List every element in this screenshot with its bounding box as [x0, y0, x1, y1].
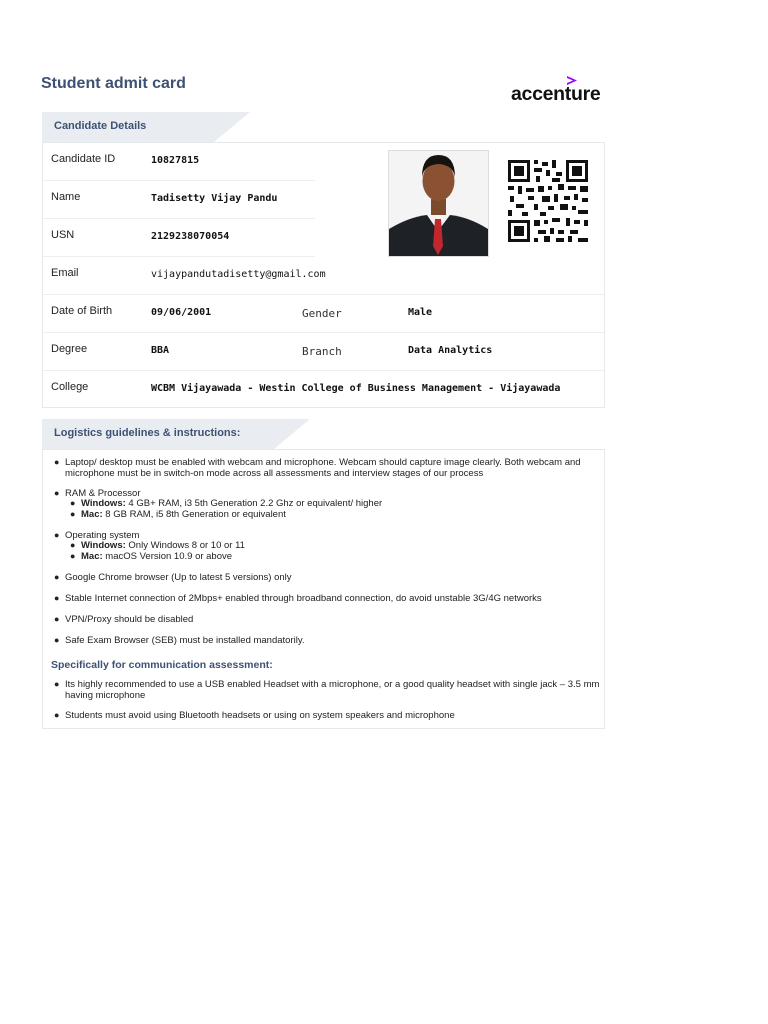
gender-value: Male [408, 307, 433, 318]
candidate-photo [388, 150, 489, 257]
logo-text: accenture [511, 83, 601, 105]
candidate-id-label: Candidate ID [51, 153, 116, 165]
college-label: College [51, 381, 89, 393]
candidate-details-title: Candidate Details [54, 120, 147, 132]
sub-item-text: Only Windows 8 or 10 or 11 [125, 540, 245, 551]
branch-value: Data Analytics [408, 345, 493, 356]
qr-code-icon [508, 160, 588, 242]
candidate-id-row [43, 143, 315, 181]
sub-item-text: macOS Version 10.9 or above [102, 551, 233, 562]
list-item-text: Its highly recommended to use a USB enabled Headset with a microphone, or a good quality headset with single jack – 3.5 mm having microphone [65, 679, 600, 701]
sub-item-key: Mac: [81, 551, 103, 562]
branch-label: Branch [302, 345, 342, 358]
sub-item-key: Mac: [81, 509, 103, 520]
college-value: WCBM Vijayawada - Westin College of Business Management - Vijayawada [151, 383, 561, 394]
candidate-details-tab [42, 112, 214, 142]
list-item-text: Students must avoid using Bluetooth headsets or using on system speakers and microphone [65, 710, 455, 721]
list-item-text: Laptop/ desktop must be enabled with webcam and microphone. Webcam should capture image clearly. Both webcam and microphone must be in switch-on mode across all assessments and interview stages of our process [65, 457, 581, 479]
logistics-tab [42, 419, 274, 449]
email-value: vijaypandutadisetty@gmail.com [151, 269, 326, 280]
list-item-text: Safe Exam Browser (SEB) must be installed mandatorily. [65, 635, 305, 646]
list-item-text: VPN/Proxy should be disabled [65, 614, 194, 625]
degree-value: BBA [151, 345, 170, 356]
dob-value: 09/06/2001 [151, 307, 212, 318]
gender-label: Gender [302, 307, 342, 320]
accenture-logo [511, 76, 611, 106]
degree-label: Degree [51, 343, 88, 355]
logistics-title: Logistics guidelines & instructions: [54, 427, 241, 439]
email-row [43, 257, 604, 295]
name-row [43, 181, 315, 219]
logistics-card: ● Laptop/ desktop must be enabled with webcam and microphone. Webcam should capture image clearly. Both webcam and microphone must be in switch-on mode across all assessments and interview stages of our process ● RAM & Processor ● Windows: 4 GB+ RAM, i3 5th Generation 2.2 Ghz or equivalent/ higher ● Mac: 8 GB RAM, i5 8th Generation or equivalent ● Operating system ● Windows: Only Windows 8 or 10 or 11 ● Mac: macOS Version 10.9 or above ● Google Chrome browser (Up to latest 5 versions) only ● Stable Internet connection of 2Mbps+ enabled through broadband connection, do avoid unstable 3G/4G networks ● VPN/Proxy should be disabled ● Safe Exam Browser (SEB) must be installed mandatorily. Specifically for communication assessment: ● Its highly recommended to use a USB enabled Headset with a microphone, or a good quality headset with single jack – 3.5 mm having microphone ● Students must avoid using Bluetooth headsets or using on system speakers and microphone [42, 449, 605, 729]
sub-item-text: 4 GB+ RAM, i3 5th Generation 2.2 Ghz or equivalent/ higher [125, 498, 383, 509]
sub-item-key: Windows: [81, 498, 126, 509]
page-title: Student admit card [41, 75, 186, 92]
dob-row [43, 295, 604, 333]
usn-value: 2129238070054 [151, 231, 230, 242]
name-label: Name [51, 191, 81, 203]
sub-item-text: 8 GB RAM, i5 8th Generation or equivalent [102, 509, 286, 520]
college-row [43, 371, 604, 409]
list-item-text: RAM & Processor [65, 488, 141, 499]
candidate-id-value: 10827815 [151, 155, 200, 166]
list-item-text: Operating system [65, 530, 140, 541]
list-item-text: Stable Internet connection of 2Mbps+ enabled through broadband connection, do avoid unstable 3G/4G networks [65, 593, 542, 604]
list-item-text: Google Chrome browser (Up to latest 5 versions) only [65, 572, 292, 583]
dob-label: Date of Birth [51, 305, 113, 317]
communication-heading: Specifically for communication assessment: [51, 659, 273, 671]
sub-item-key: Windows: [81, 540, 126, 551]
usn-row [43, 219, 315, 257]
usn-label: USN [51, 229, 75, 241]
name-value: Tadisetty Vijay Pandu [151, 193, 278, 204]
email-label: Email [51, 267, 79, 279]
degree-row [43, 333, 604, 371]
